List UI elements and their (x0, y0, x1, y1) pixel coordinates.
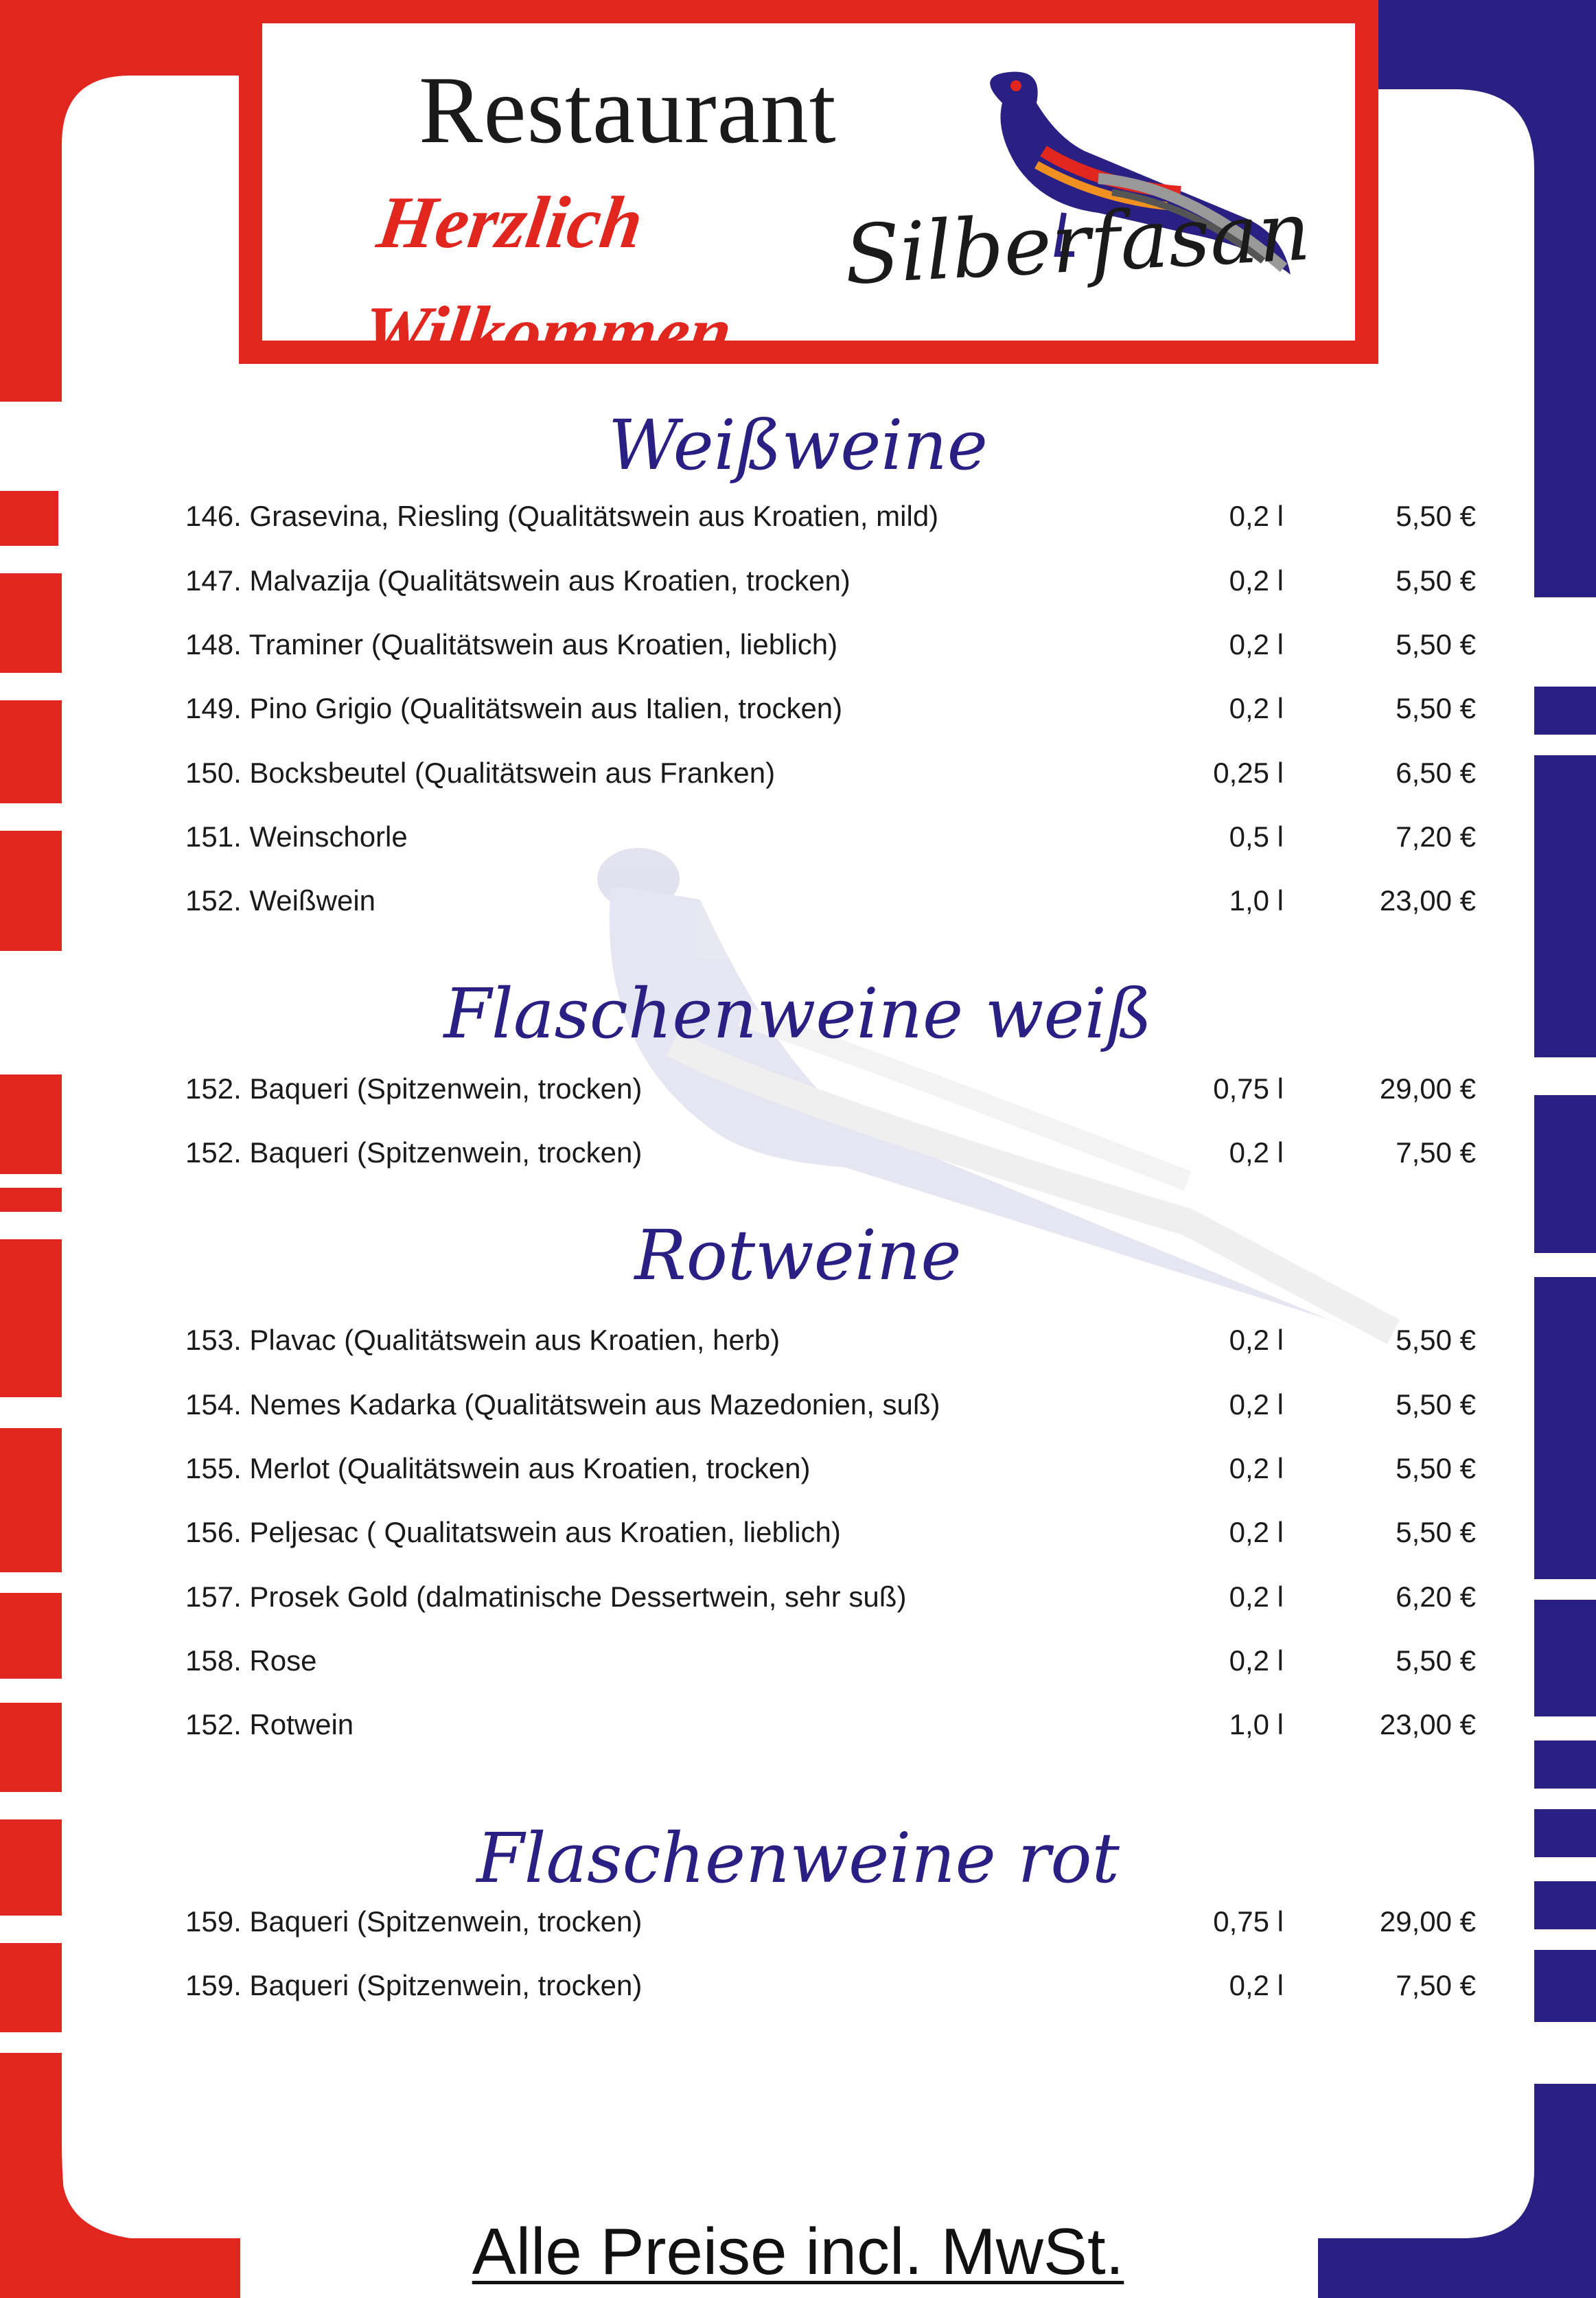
item-volume: 0,2 l (1229, 692, 1284, 724)
menu-row (185, 820, 1476, 862)
item-name: 159. Baqueri (Spitzenwein, trocken) (185, 1969, 643, 2001)
item-volume: 0,2 l (1229, 500, 1284, 532)
section-title-weissweine: Weißweine (608, 405, 988, 485)
item-volume: 0,75 l (1213, 1905, 1284, 1938)
footer-note: Alle Preise incl. MwSt. (472, 2215, 1124, 2288)
menu-row (185, 1708, 1476, 1749)
item-volume: 1,0 l (1229, 884, 1284, 917)
section-title-flaschenweine-rot: Flaschenweine rot (476, 1818, 1120, 1898)
item-name: 159. Baqueri (Spitzenwein, trocken) (185, 1905, 643, 1938)
item-name: 147. Malvazija (Qualitätswein aus Kroatien, trocken) (185, 564, 851, 597)
item-volume: 0,2 l (1229, 1324, 1284, 1356)
menu-row (185, 1452, 1476, 1493)
item-volume: 0,2 l (1229, 1516, 1284, 1548)
logo-text: Silberfasan (842, 183, 1313, 303)
menu-row (185, 1388, 1476, 1429)
menu-row (185, 757, 1476, 798)
menu-row (185, 692, 1476, 733)
item-name: 151. Weinschorle (185, 820, 408, 853)
item-price: 5,50 € (1396, 1516, 1476, 1548)
menu-row (185, 564, 1476, 606)
welcome-line2: Wilkommen (357, 292, 737, 374)
item-price: 5,50 € (1396, 692, 1476, 724)
item-name: 150. Bocksbeutel (Qualitätswein aus Franken) (185, 757, 776, 789)
item-volume: 0,2 l (1229, 1388, 1284, 1421)
item-name: 157. Prosek Gold (dalmatinische Dessertwein, sehr suß) (185, 1581, 907, 1613)
item-price: 5,50 € (1396, 1452, 1476, 1484)
item-price: 29,00 € (1379, 1905, 1476, 1938)
item-name: 146. Grasevina, Riesling (Qualitätswein aus Kroatien, mild) (185, 500, 939, 532)
item-name: 149. Pino Grigio (Qualitätswein aus Italien, trocken) (185, 692, 843, 724)
menu-row (185, 884, 1476, 926)
item-volume: 0,2 l (1229, 628, 1284, 660)
item-price: 29,00 € (1379, 1072, 1476, 1105)
item-name: 148. Traminer (Qualitätswein aus Kroatien, lieblich) (185, 628, 838, 660)
item-name: 152. Weißwein (185, 884, 376, 917)
item-name: 158. Rose (185, 1644, 317, 1677)
item-name: 156. Peljesac ( Qualitatswein aus Kroatien, lieblich) (185, 1516, 841, 1548)
item-name: 155. Merlot (Qualitätswein aus Kroatien, trocken) (185, 1452, 811, 1484)
item-price: 5,50 € (1396, 628, 1476, 660)
item-price: 5,50 € (1396, 500, 1476, 532)
welcome-line1: Herzlich (372, 182, 648, 264)
item-name: 152. Baqueri (Spitzenwein, trocken) (185, 1072, 643, 1105)
restaurant-title: Restaurant (419, 57, 837, 163)
section-title-flaschenweine-weiss: Flaschenweine weiß (443, 974, 1153, 1054)
item-volume: 0,2 l (1229, 1644, 1284, 1677)
welcome-text (356, 168, 754, 388)
item-volume: 1,0 l (1229, 1708, 1284, 1740)
item-volume: 0,2 l (1229, 1452, 1284, 1484)
menu-row (185, 1136, 1476, 1177)
item-volume: 0,2 l (1229, 564, 1284, 597)
item-price: 23,00 € (1379, 884, 1476, 917)
item-price: 5,50 € (1396, 1388, 1476, 1421)
item-price: 7,50 € (1396, 1136, 1476, 1169)
menu-row (185, 1644, 1476, 1686)
menu-row (185, 1969, 1476, 2010)
item-price: 6,50 € (1396, 757, 1476, 789)
item-price: 5,50 € (1396, 564, 1476, 597)
item-price: 5,50 € (1396, 1324, 1476, 1356)
frame-top-left (0, 0, 239, 402)
item-volume: 0,5 l (1229, 820, 1284, 853)
item-name: 152. Rotwein (185, 1708, 354, 1740)
item-price: 23,00 € (1379, 1708, 1476, 1740)
item-volume: 0,2 l (1229, 1136, 1284, 1169)
item-name: 154. Nemes Kadarka (Qualitätswein aus Mazedonien, suß) (185, 1388, 940, 1421)
item-price: 5,50 € (1396, 1644, 1476, 1677)
item-volume: 0,25 l (1213, 757, 1284, 789)
item-price: 7,50 € (1396, 1969, 1476, 2001)
item-price: 6,20 € (1396, 1581, 1476, 1613)
menu-row (185, 1072, 1476, 1114)
menu-row (185, 1581, 1476, 1622)
item-volume: 0,2 l (1229, 1969, 1284, 2001)
menu-row (185, 1905, 1476, 1946)
menu-row (185, 1516, 1476, 1557)
item-name: 152. Baqueri (Spitzenwein, trocken) (185, 1136, 643, 1169)
item-name: 153. Plavac (Qualitätswein aus Kroatien, herb) (185, 1324, 780, 1356)
menu-row (185, 500, 1476, 541)
menu-row (185, 1324, 1476, 1365)
item-price: 7,20 € (1396, 820, 1476, 853)
menu-row (185, 628, 1476, 669)
item-volume: 0,2 l (1229, 1581, 1284, 1613)
item-volume: 0,75 l (1213, 1072, 1284, 1105)
section-title-rotweine: Rotweine (634, 1215, 962, 1296)
